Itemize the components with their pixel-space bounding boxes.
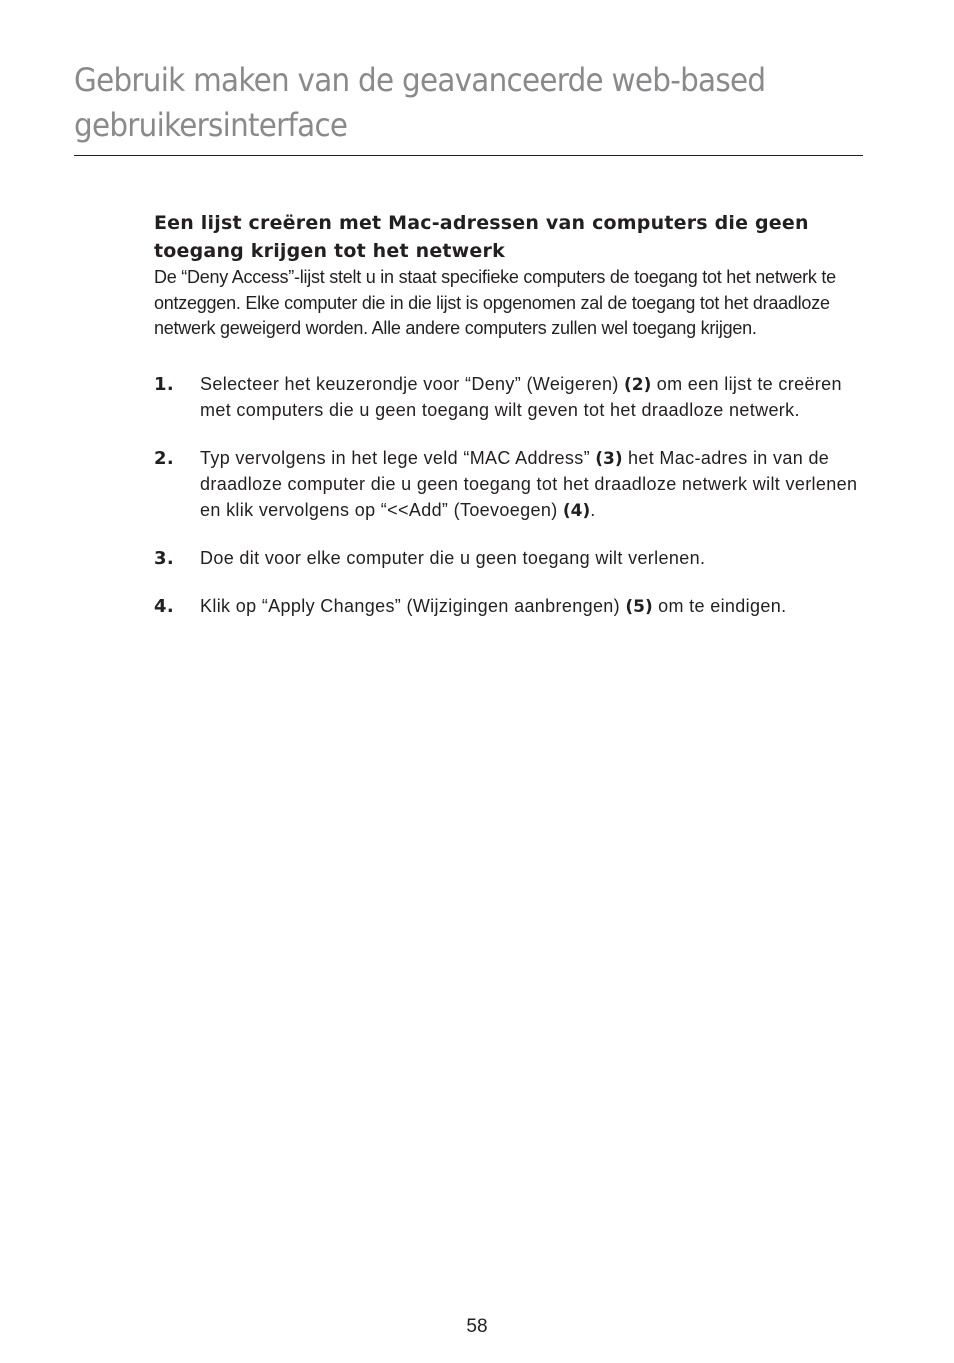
step-text: Selecteer het keuzerondje voor “Deny” (Weigeren) <box>200 373 625 394</box>
step-text: Doe dit voor elke computer die u geen toegang wilt verlenen. <box>200 548 706 568</box>
step-text: Typ vervolgens in het lege veld “MAC Address” <box>200 447 596 468</box>
main-content <box>154 209 859 642</box>
step-number: 4. <box>154 595 175 617</box>
step-number: 3. <box>154 548 175 569</box>
page-title-line-2: gebruikersinterface <box>74 106 348 144</box>
figure-reference: (5) <box>625 596 653 617</box>
figure-reference: (2) <box>624 374 652 395</box>
step-text: om te eindigen. <box>652 595 787 616</box>
step-text: . <box>590 499 596 520</box>
section-heading: Een lijst creëren met Mac-adressen van computers die geen toegang krijgen tot het netwerk <box>154 212 809 262</box>
header-divider <box>74 155 863 156</box>
steps-list <box>154 372 859 621</box>
step-number: 2. <box>154 447 175 469</box>
figure-reference: (3) <box>595 448 623 469</box>
figure-reference: (4) <box>562 500 591 521</box>
page-header <box>74 58 863 148</box>
page-number: 58 <box>466 1316 488 1337</box>
step-text: het Mac-adres in van de draadloze computer die u geen toegang tot het draadloze netwerk wilt verlenen en klik vervolgens op “<<Add” (Toevoegen) <box>200 447 858 520</box>
step-text: Klik op “Apply Changes” (Wijzigingen aanbrengen) <box>200 595 626 616</box>
section-intro: De “Deny Access”-lijst stelt u in staat specifieke computers de toegang tot het netwerk te ontzeggen. Elke computer die in die lijst is opgenomen zal de toegang tot het draadloze netwerk geweigerd worden. Alle andere computers zullen wel toegang krijgen. <box>154 267 836 338</box>
step-1 <box>154 372 859 424</box>
page-title-line-1: Gebruik maken van de geavanceerde web-based <box>74 61 766 99</box>
step-2 <box>154 446 859 525</box>
step-4 <box>154 594 859 621</box>
step-3 <box>154 546 859 572</box>
step-text: om een lijst te creëren met computers die u geen toegang wilt geven tot het draadloze netwerk. <box>200 373 842 420</box>
page-title <box>74 58 800 148</box>
step-number: 1. <box>154 373 175 395</box>
